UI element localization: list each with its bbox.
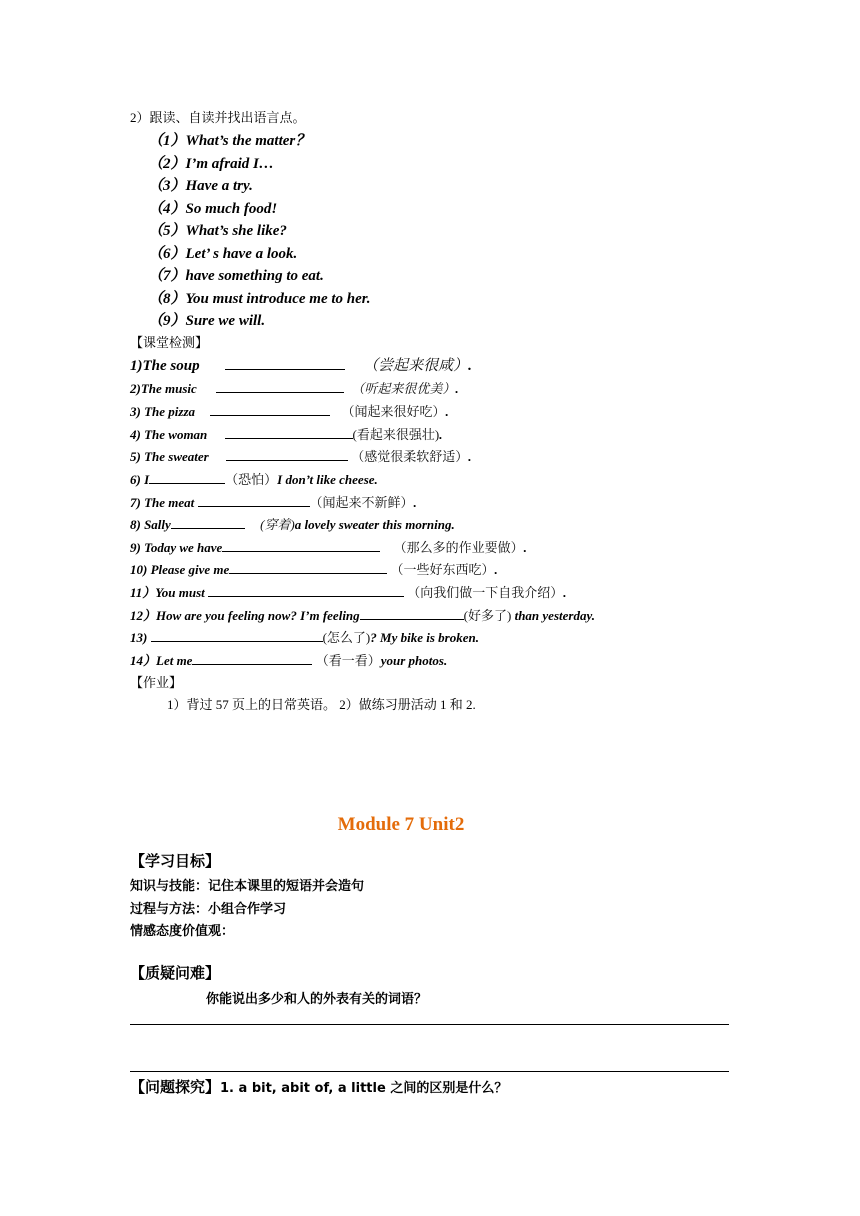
- phrase-item: （3）Have a try.: [148, 178, 253, 194]
- exercise-item: [130, 469, 378, 488]
- answer-blank[interactable]: [360, 607, 464, 620]
- exercise-item: [130, 492, 417, 511]
- doubt-header: 【质疑问难】: [130, 964, 221, 982]
- exercise-lead: 10) Please give me: [130, 562, 230, 577]
- exercise-lead: 11）You must: [130, 585, 205, 600]
- exercise-hint: （闻起来很好吃）: [341, 404, 446, 419]
- exercise-hint: （向我们做一下自我介绍）: [407, 585, 564, 600]
- goal-item: 过程与方法：小组合作学习: [130, 902, 287, 917]
- phrase-item: （4）So much food!: [148, 201, 278, 217]
- exercise-hint: （尝起来很咸）: [363, 358, 469, 374]
- phrase-item: （9）Sure we will.: [148, 313, 266, 329]
- phrase-item: （1）What’s the matter？: [148, 133, 311, 149]
- exercise-item: [130, 605, 595, 624]
- exercise-item: [130, 514, 455, 533]
- phrase-item: （7）have something to eat.: [148, 268, 324, 284]
- explore-line: [130, 1076, 507, 1097]
- exercise-item: [130, 559, 498, 578]
- exercise-lead: 13): [130, 630, 148, 645]
- exercise-lead: 14）Let me: [130, 653, 193, 668]
- exercise-tail: .: [445, 404, 449, 419]
- exercise-tail: your photos.: [380, 653, 448, 668]
- exercise-item: [130, 424, 442, 443]
- homework-text: 1）背过 57 页上的日常英语。 2）做练习册活动 1 和 2.: [167, 697, 476, 712]
- exercise-item: [130, 401, 449, 420]
- exercise-hint: (怎么了): [322, 630, 371, 645]
- exercise-hint: （那么多的作业要做）: [393, 540, 524, 555]
- exercise-lead: 4) The woman: [130, 427, 208, 442]
- answer-blank[interactable]: [208, 584, 404, 597]
- exercise-hint: （一些好东西吃）: [390, 562, 495, 577]
- exercise-tail: .: [468, 358, 472, 374]
- phrase-item: （8）You must introduce me to her.: [148, 291, 371, 307]
- answer-blank[interactable]: [198, 494, 310, 507]
- phrase-item: （6）Let’ s have a look.: [148, 246, 298, 262]
- exercise-tail: .: [455, 381, 459, 396]
- doubt-question: 你能说出多少和人的外表有关的词语？: [206, 992, 428, 1007]
- exercise-item: [130, 354, 472, 375]
- exercise-tail: .: [439, 427, 443, 442]
- exercise-lead: 3) The pizza: [130, 404, 195, 419]
- exercise-tail: .: [494, 562, 498, 577]
- phrase-item: （2）I’m afraid I…: [148, 156, 274, 172]
- answer-blank[interactable]: [222, 539, 380, 552]
- exercise-lead: 6) I: [130, 472, 150, 487]
- unit-title: Module 7 Unit2: [337, 814, 465, 835]
- answer-blank[interactable]: [225, 357, 345, 370]
- exercise-tail: .: [563, 585, 567, 600]
- exercise-item: [130, 378, 459, 397]
- exercise-tail: than yesterday.: [511, 608, 595, 623]
- homework-header: 【作业】: [130, 675, 183, 690]
- answer-blank[interactable]: [216, 380, 344, 393]
- exercise-tail: ? My bike is broken.: [370, 630, 479, 645]
- exercise-item: [130, 537, 527, 556]
- answer-blank[interactable]: [225, 426, 353, 439]
- exercise-lead: 9) Today we have: [130, 540, 223, 555]
- goal-item: 情感态度价值观：: [130, 924, 235, 939]
- answer-blank[interactable]: [171, 516, 245, 529]
- exercise-hint: （感觉很柔软舒适）: [351, 449, 469, 464]
- exercise-hint: (看起来很强壮): [352, 427, 440, 442]
- answer-blank[interactable]: [229, 561, 387, 574]
- exercise-tail: .: [413, 495, 417, 510]
- exercise-tail: a lovely sweater this morning.: [294, 517, 455, 532]
- exercise-tail: .: [523, 540, 527, 555]
- goals-header: 【学习目标】: [130, 852, 221, 870]
- exercise-lead: 8) Sally: [130, 517, 171, 532]
- phrase-item: （5）What’s she like?: [148, 223, 287, 239]
- exercise-hint: （闻起来不新鲜）: [309, 495, 414, 510]
- check-header: 【课堂检测】: [130, 335, 209, 350]
- exercise-lead: 7) The meat: [130, 495, 195, 510]
- answer-blank[interactable]: [151, 629, 323, 642]
- exercise-lead: 5) The sweater: [130, 449, 209, 464]
- answer-blank[interactable]: [149, 471, 225, 484]
- exercise-item: [130, 627, 479, 646]
- exercise-hint: （听起来很优美）: [351, 381, 456, 396]
- exercise-item: [130, 446, 471, 465]
- exercise-tail: I don’t like cheese.: [277, 472, 378, 487]
- exercise-tail: .: [468, 449, 472, 464]
- exercise-item: [130, 582, 567, 601]
- explore-text: 1. a bit, abit of, a little 之间的区别是什么？: [220, 1081, 508, 1096]
- exercise-hint: (穿着): [260, 517, 295, 532]
- section-intro: 2）跟读、自读并找出语言点。: [130, 110, 306, 125]
- goal-item: 知识与技能：记住本课里的短语并会造句: [130, 879, 365, 894]
- exercise-lead: 1)The soup: [130, 358, 200, 374]
- exercise-item: [130, 650, 447, 669]
- answer-blank[interactable]: [192, 652, 312, 665]
- answer-line[interactable]: [130, 1071, 729, 1072]
- answer-line[interactable]: [130, 1024, 729, 1025]
- exercise-hint: （看一看）: [315, 653, 381, 668]
- exercise-lead: 2)The music: [130, 381, 197, 396]
- exercise-hint: （恐怕）: [225, 472, 278, 487]
- answer-blank[interactable]: [210, 403, 330, 416]
- explore-header: 【问题探究】: [130, 1078, 221, 1096]
- exercise-lead: 12）How are you feeling now? I’m feeling: [130, 608, 360, 623]
- answer-blank[interactable]: [226, 448, 348, 461]
- exercise-hint: (好多了): [463, 608, 512, 623]
